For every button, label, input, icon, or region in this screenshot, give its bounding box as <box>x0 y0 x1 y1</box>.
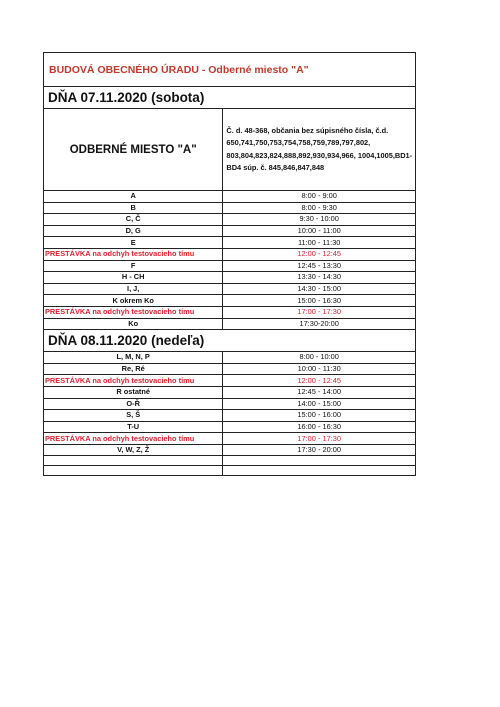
empty-row <box>44 456 416 466</box>
letter-group: O-Ř <box>44 398 223 410</box>
place-row <box>44 109 416 191</box>
time-slot: 15:00 - 16:00 <box>223 410 416 422</box>
letter-group: F <box>44 260 223 272</box>
schedule-row <box>44 352 416 364</box>
letter-group: C, Č <box>44 214 223 226</box>
letter-group: K okrem Ko <box>44 295 223 307</box>
time-slot: 17:30 - 20:00 <box>223 444 416 456</box>
schedule-row <box>44 214 416 226</box>
schedule-row <box>44 260 416 272</box>
break-label: PRESTÁVKA na odchyh testovacieho tímu <box>44 375 223 387</box>
day2-heading: DŇA 08.11.2020 (nedeľa) <box>44 330 416 352</box>
time-slot: 10:00 - 11:00 <box>223 225 416 237</box>
letter-group: E <box>44 237 223 249</box>
letter-group: V, W, Z, Ž <box>44 444 223 456</box>
schedule-row <box>44 225 416 237</box>
letter-group: I, J, <box>44 283 223 295</box>
letter-group: R ostatné <box>44 386 223 398</box>
schedule-row <box>44 283 416 295</box>
time-slot: 11:00 - 11:30 <box>223 237 416 249</box>
schedule-row <box>44 421 416 433</box>
document-title: BUDOVÁ OBECNÉHO ÚRADU - Odberné miesto "A" <box>44 53 416 87</box>
schedule-row <box>44 318 416 330</box>
time-slot: 12:45 - 14:00 <box>223 386 416 398</box>
place-label: ODBERNÉ MIESTO "A" <box>44 109 223 191</box>
letter-group: D, G <box>44 225 223 237</box>
letter-group: A <box>44 191 223 203</box>
schedule-row <box>44 398 416 410</box>
time-slot: 15:00 - 16:30 <box>223 295 416 307</box>
time-slot: 8:00 - 10:00 <box>223 352 416 364</box>
time-slot: 17:00 - 17:30 <box>223 433 416 445</box>
place-detail: Č. d. 48-368, občania bez súpisného čísla, č.d. 650,741,750,753,754,758,759,789,797,802, 803,804,823,824,888,892,930,934,966, 1004,1005,BD1-BD4 súp. č. 845,846,847,848 <box>223 109 416 191</box>
schedule-row <box>44 295 416 307</box>
empty-cell <box>44 456 223 466</box>
break-row <box>44 248 416 260</box>
schedule-table <box>43 52 416 476</box>
schedule-row <box>44 444 416 456</box>
title-row <box>44 53 416 87</box>
schedule-row <box>44 410 416 422</box>
time-slot: 12:00 - 12:45 <box>223 375 416 387</box>
letter-group: Re, Ré <box>44 363 223 375</box>
empty-cell <box>223 466 416 476</box>
letter-group: Ko <box>44 318 223 330</box>
break-label: PRESTÁVKA na odchyh testovacieho tímu <box>44 248 223 260</box>
time-slot: 9:30 - 10:00 <box>223 214 416 226</box>
time-slot: 12:45 - 13:30 <box>223 260 416 272</box>
schedule-sheet <box>43 52 416 476</box>
letter-group: B <box>44 202 223 214</box>
schedule-row <box>44 202 416 214</box>
schedule-row <box>44 272 416 284</box>
time-slot: 14:30 - 15:00 <box>223 283 416 295</box>
time-slot: 10:00 - 11:30 <box>223 363 416 375</box>
day1-heading-row <box>44 87 416 109</box>
schedule-row <box>44 386 416 398</box>
schedule-row <box>44 237 416 249</box>
schedule-row <box>44 363 416 375</box>
time-slot: 17:30-20:00 <box>223 318 416 330</box>
day1-heading: DŇA 07.11.2020 (sobota) <box>44 87 416 109</box>
time-slot: 8:00 - 9:30 <box>223 202 416 214</box>
schedule-row <box>44 191 416 203</box>
empty-cell <box>44 466 223 476</box>
time-slot: 17:00 - 17:30 <box>223 306 416 318</box>
letter-group: S, Š <box>44 410 223 422</box>
time-slot: 16:00 - 16:30 <box>223 421 416 433</box>
empty-cell <box>223 456 416 466</box>
time-slot: 13:30 - 14:30 <box>223 272 416 284</box>
letter-group: H - CH <box>44 272 223 284</box>
time-slot: 14:00 - 15:00 <box>223 398 416 410</box>
empty-row <box>44 466 416 476</box>
day2-heading-row <box>44 330 416 352</box>
time-slot: 8:00 - 9:00 <box>223 191 416 203</box>
letter-group: L, M, N, P <box>44 352 223 364</box>
break-row <box>44 306 416 318</box>
time-slot: 12:00 - 12:45 <box>223 248 416 260</box>
letter-group: T-U <box>44 421 223 433</box>
break-row <box>44 433 416 445</box>
break-label: PRESTÁVKA na odchyh testovacieho tímu <box>44 433 223 445</box>
break-row <box>44 375 416 387</box>
break-label: PRESTÁVKA na odchyh testovacieho tímu <box>44 306 223 318</box>
